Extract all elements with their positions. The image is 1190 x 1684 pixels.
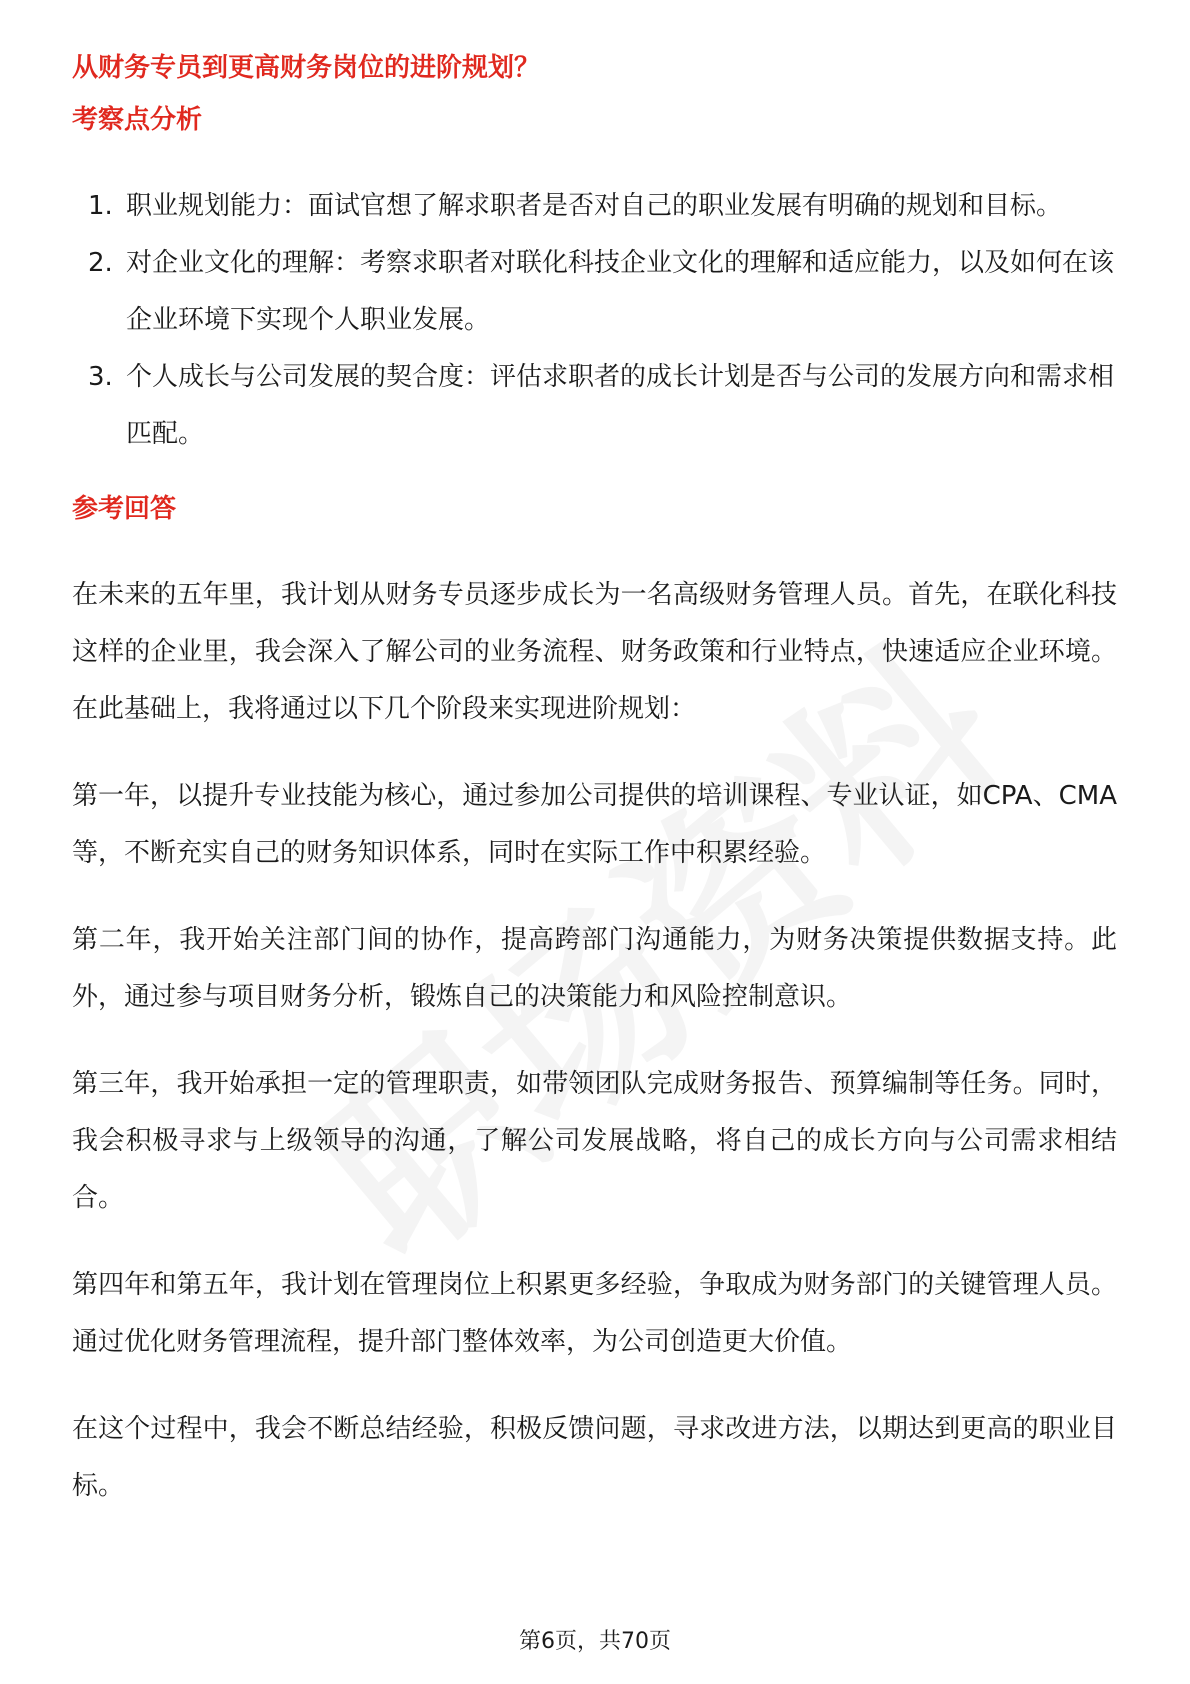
list-text: 职业规划能力：面试官想了解求职者是否对自己的职业发展有明确的规划和目标。 <box>126 191 1063 221</box>
analysis-list <box>72 178 1117 463</box>
list-text: 个人成长与公司发展的契合度：评估求职者的成长计划是否与公司的发展方向和需求相匹配。 <box>126 362 1115 449</box>
list-number: 3. <box>88 362 113 392</box>
list-number: 2. <box>88 248 113 278</box>
answer-paragraph: 第三年，我开始承担一定的管理职责，如带领团队完成财务报告、预算编制等任务。同时，我会积极寻求与上级领导的沟通，了解公司发展战略，将自己的成长方向与公司需求相结合。 <box>72 1069 1117 1213</box>
list-item <box>72 178 1117 235</box>
answer-heading: 参考回答 <box>72 494 177 524</box>
list-text: 对企业文化的理解：考察求职者对联化科技企业文化的理解和适应能力，以及如何在该企业环境下实现个人职业发展。 <box>126 248 1115 335</box>
list-item <box>72 349 1117 463</box>
answer-paragraph: 第二年，我开始关注部门间的协作，提高跨部门沟通能力，为财务决策提供数据支持。此外，通过参与项目财务分析，锻炼自己的决策能力和风险控制意识。 <box>72 925 1117 1012</box>
answer-paragraph: 在这个过程中，我会不断总结经验，积极反馈问题，寻求改进方法，以期达到更高的职业目标。 <box>72 1414 1117 1501</box>
question-title: 从财务专员到更高财务岗位的进阶规划？ <box>72 53 541 83</box>
answer-paragraph: 在未来的五年里，我计划从财务专员逐步成长为一名高级财务管理人员。首先，在联化科技这样的企业里，我会深入了解公司的业务流程、财务政策和行业特点，快速适应企业环境。在此基础上，我将通过以下几个阶段来实现进阶规划： <box>72 580 1117 724</box>
list-number: 1. <box>88 191 113 221</box>
analysis-heading: 考察点分析 <box>72 105 203 135</box>
answer-paragraph: 第四年和第五年，我计划在管理岗位上积累更多经验，争取成为财务部门的关键管理人员。通过优化财务管理流程，提升部门整体效率，为公司创造更大价值。 <box>72 1270 1117 1357</box>
answer-paragraph: 第一年，以提升专业技能为核心，通过参加公司提供的培训课程、专业认证，如CPA、CMA等，不断充实自己的财务知识体系，同时在实际工作中积累经验。 <box>72 781 1117 868</box>
page-content <box>72 48 1117 1545</box>
page-number-footer: 第6页，共70页 <box>519 1629 671 1654</box>
list-item <box>72 235 1117 349</box>
